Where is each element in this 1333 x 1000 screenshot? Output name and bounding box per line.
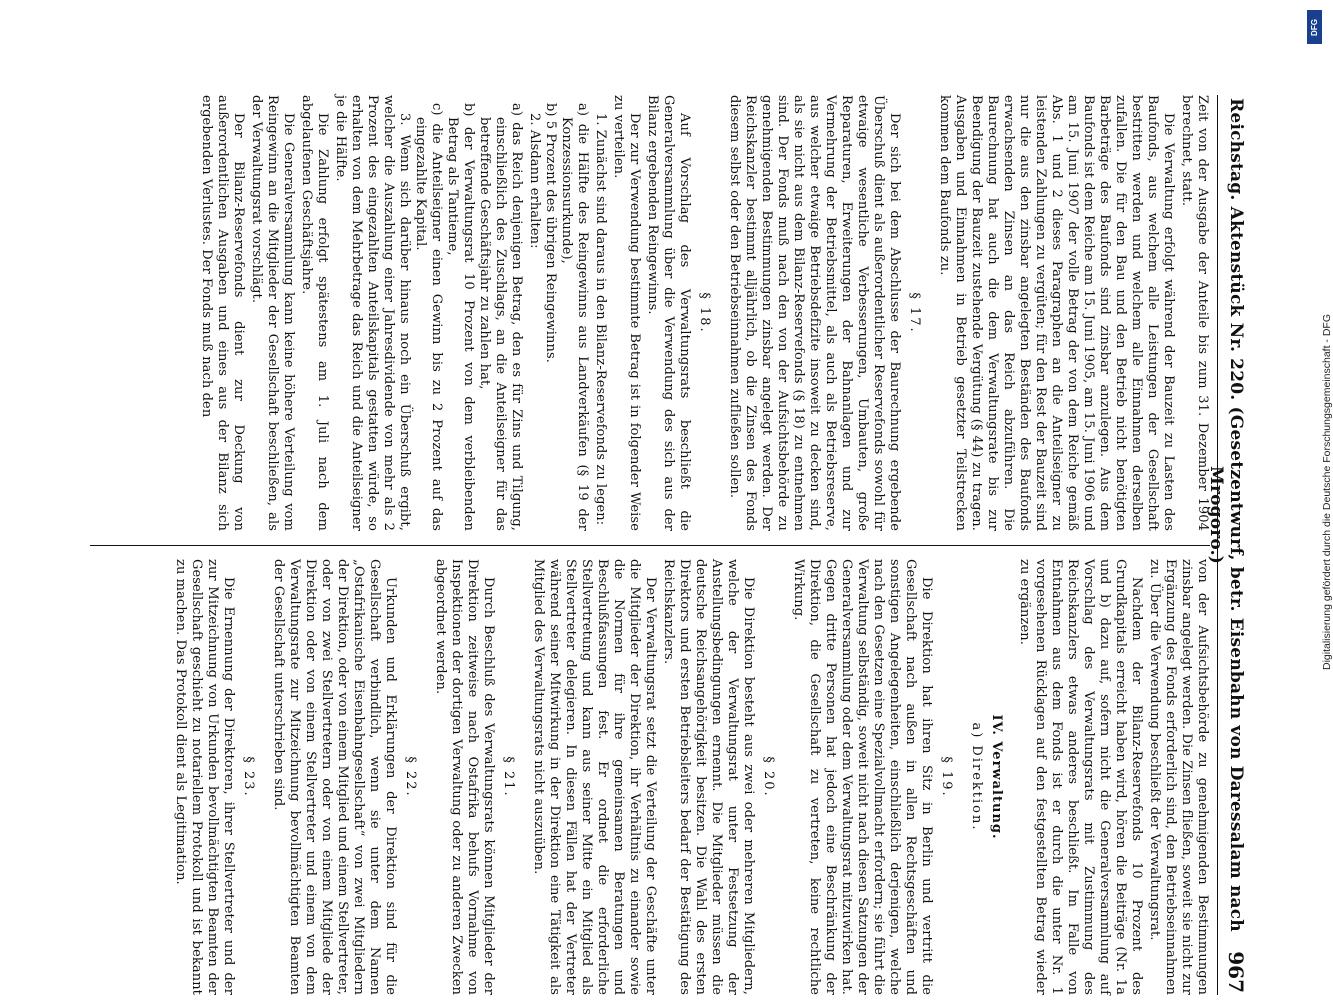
section-number-19: § 19.: [939, 756, 954, 798]
paragraph: Auf Vorschlag des Verwaltungsrats beschließt die Generalversammlung über die Verwendung des sich aus der Bilanz ergebenden Reingewinns.: [645, 95, 692, 531]
right-column: [80, 559, 1210, 995]
paragraph: 1. Zunächst sind daraus in den Bilanz-Reservefonds zu legen:: [593, 113, 608, 526]
list-item: b) der Verwaltungsrat 10 Prozent von dem verbleibenden Betrag als Tantieme,: [445, 103, 476, 531]
running-title: Reichstag. Aktenstück Nr. 220. (Gesetzentwurf, betr. Eisenbahn von Daressalam nach Mrogoro.): [1206, 98, 1246, 932]
list-item: b) 5 Prozent des übrigen Reingewinns.: [543, 103, 558, 363]
paragraph: Die Generalversammlung kann keine höhere Verteilung vom Reingewinn an die Mitglieder der Gesellschaft beschließen, als der Verwaltungsrat vorschlägt.: [249, 95, 296, 531]
section-number-20: § 20.: [761, 756, 776, 798]
paragraph: Durch Beschluß des Verwaltungsrats können Mitglieder der Direktion zeitweise nach Ostafrika behufs Vornahme von Inspektionen der dortigen Verwaltung oder zu anderen Zwecken abgeordnet werden.: [433, 559, 496, 995]
paragraph: Zeit von der Ausgabe der Anteile bis zum 31. Dezember 1904 berechnet, statt.: [1179, 95, 1210, 531]
dfg-logo-text: DFG: [1310, 18, 1320, 36]
subsection-heading: a) Direktion.: [969, 722, 984, 832]
paragraph: 2. Alsdann erhalten:: [527, 113, 542, 249]
paragraph: Die Zahlung erfolgt spätestens am 1. Juli nach dem abgelaufenen Geschäftsjahre.: [299, 95, 330, 531]
paragraph: 3. Wenn sich darüber hinaus noch ein Überschuß ergibt, welcher die Auszahlung einer Jahresdividende von mehr als 2 Prozent des eingezahlten Anteilskapitals gestatten würde, so erhalten von dem Mehrbetrage das Reich und die Anteilseigner je die Hälfte.: [333, 95, 412, 531]
document-page: [72, 95, 1252, 995]
paragraph: Die Ernennung der Direktoren, ihrer Stellvertreter und der zur Mitzeichnung von Urkunden bevollmächtigten Beamten der Gesellschaft geschieht zu notariellem Protokoll und ist bekannt zu machen. Das Protokoll dient als Legitimation.: [173, 559, 236, 995]
section-number-23: § 23.: [241, 756, 256, 798]
left-column: [80, 95, 1210, 531]
paragraph: Nachdem der Bilanz-Reservefonds 10 Prozent des Grundkapitals erreicht haben wird, hören die Beiträge (Nr. 1a und b) dazu auf, sofern nicht die Generalversammlung auf Vorschlag des Verwaltungsrats mit Zustimmung des Reichskanzlers etwas anderes beschließt. Im Falle von Entnahmen aus dem Fonds ist er durch die unter Nr. 1 vorgesehenen Rücklagen auf den festgestellten Betrag wieder zu ergänzen.: [1017, 559, 1144, 995]
list-item: a) die Hälfte des Reingewinns aus Landverkäufen (§ 19 der Konzessionsurkunde),: [559, 103, 590, 531]
section-number-21: § 21.: [501, 756, 516, 798]
paragraph: Die Verwaltung erfolgt während der Bauzeit zu Lasten des Baufonds, aus welchem alle Leistungen der Gesellschaft bestritten werden und welchem alle Einnahmen derselben zufallen. Die für den Bau und den Betrieb nicht benötigten Barbeträge des Baufonds sind zinsbar anzulegen. Aus dem Baufonds ist dem Reiche am 15. Juni 1905, am 15. Juni 1906 und am 15. Juni 1907 der volle Betrag der von dem Reiche gemäß Abs. 1 und 2 dieses Paragraphen an die Anteilseigner zu leistenden Zahlungen zu vergüten; für den Rest der Bauzeit sind nur die aus den zinsbar angelegten Beständen des Baufonds erwachsenden Zinsen an das Reich abzuführen. Die Baurechnung hat auch die dem Verwaltungsrate bis zur Beendigung der Bauzeit zustehende Vergütung (§ 44) zu tragen. Ausgaben und Einnahmen in Betrieb gesetzter Teilstrecken kommen dem Baufonds zu.: [937, 95, 1176, 531]
paragraph: Urkunden und Erklärungen der Direktion sind für die Gesellschaft verbindlich, wenn sie unter dem Namen „Ostafrikanische Eisenbahngesellschaft“ von zwei Mitgliedern der Direktion, oder von einem Mitglied und einem Stellvertreter, oder von zwei Stellvertretern oder von einem Mitgliede der Direktion oder von einem Stellvertreter und einem von dem Verwaltungsrate zur Mitzeichnung bevollmächtigten Beamten der Gesellschaft unterschrieben sind.: [271, 559, 398, 995]
page-number: 967: [1224, 951, 1248, 993]
paragraph: Der sich bei dem Abschlusse der Baurechnung ergebende Überschuß dient als außerordentlicher Reservefonds sowohl für etwaige wesentliche Verbesserungen, Umbauten, große Reparaturen, Erweiterungen der Bahnanlagen und zur Vermehrung der Betriebsmittel, als auch als Betriebsreserve, aus welcher etwaige Betriebsdefizite insoweit zu decken sind, als sie nicht aus dem Bilanz-Reservefonds (§ 18) zu entnehmen sind. Der Fonds muß nach den von der Aufsichtsbehörde zu genehmigenden Bestimmungen zinsbar angelegt werden. Der Reichskanzler bestimmt alljährlich, ob die Zinsen des Fonds diesem selbst oder den Betriebseinnahmen zufließen sollen.: [727, 95, 902, 531]
paragraph: von der Aufsichtsbehörde zu genehmigenden Bestimmungen zinsbar angelegt werden. Die Zinsen fließen, soweit sie nicht zur Ergänzung des Fonds erforderlich sind, den Betriebseinnahmen zu. Über die Verwendung beschließt der Verwaltungsrat.: [1147, 559, 1210, 995]
paragraph: Die Direktion hat ihren Sitz in Berlin und vertritt die Gesellschaft nach außen in allen Rechtsgeschäften und sonstigen Angelegenheiten, einschließlich derjenigen, welche nach den Gesetzen eine Spezialvollmacht erfordern; sie führt die Verwaltung selbständig, soweit nicht nach diesen Satzungen der Generalversammlung oder dem Verwaltungsrat mitzuwirken hat. Gegen dritte Personen hat jedoch eine Beschränkung der Direktion, die Gesellschaft zu vertreten, keine rechtliche Wirkung.: [791, 559, 934, 995]
paragraph: Der Verwaltungsrat setzt die Verteilung der Geschäfte unter die Mitglieder der Direktion, ihr Verhältnis zu einander sowie die Normen für ihre gemeinsamen Beratungen und Beschlußfassungen fest. Er ordnet die erforderliche Stellvertretung und kann aus seiner Mitte ein Mitglied als Stellvertreter delegieren. In diesen Fällen hat der Vertreter während seiner Mitwirkung in der Direktion eine Tätigkeit als Mitglied des Verwaltungsrats nicht auszuüben.: [531, 559, 658, 995]
digitization-footer: [1305, 10, 1333, 990]
paragraph: Der Bilanz-Reservefonds dient zur Deckung von außerordentlichen Ausgaben und eines aus der Bilanz sich ergebenden Verlustes. Der Fonds muß nach den: [199, 95, 246, 531]
list-item: a) das Reich denjenigen Betrag, den es für Zins und Tilgung, einschließlich des Zuschlags, an die Anteilseigner für das betreffende Geschäftsjahr zu zahlen hat,: [477, 103, 524, 531]
section-number-17: § 17.: [907, 292, 922, 334]
section-number-18: § 18.: [697, 292, 712, 334]
page-header: [1206, 95, 1252, 995]
paragraph: Die Direktion besteht aus zwei oder mehreren Mitgliedern, welche der Verwaltungsrat unter Festsetzung der Anstellungsbedingungen ernennt. Die Mitglieder müssen die deutsche Reichsangehörigkeit besitzen. Die Wahl des ersten Direktors und ersten Betriebsleiters bedarf der Bestätigung des Reichskanzlers.: [661, 559, 756, 995]
list-item: c) die Anteilseigner einen Gewinn bis zu 2 Prozent auf das eingezahlte Kapital.: [413, 103, 444, 531]
section-number-22: § 22.: [403, 756, 418, 798]
column-divider: [90, 545, 1210, 546]
section-heading: IV. Verwaltung.: [989, 714, 1004, 840]
digitization-note: Digitalisierung gefördert durch die Deutsche Forschungsgemeinschaft - DFG: [1321, 313, 1333, 670]
paragraph: Der zur Verwendung bestimmte Betrag ist in folgender Weise zu verteilen.: [611, 95, 642, 531]
